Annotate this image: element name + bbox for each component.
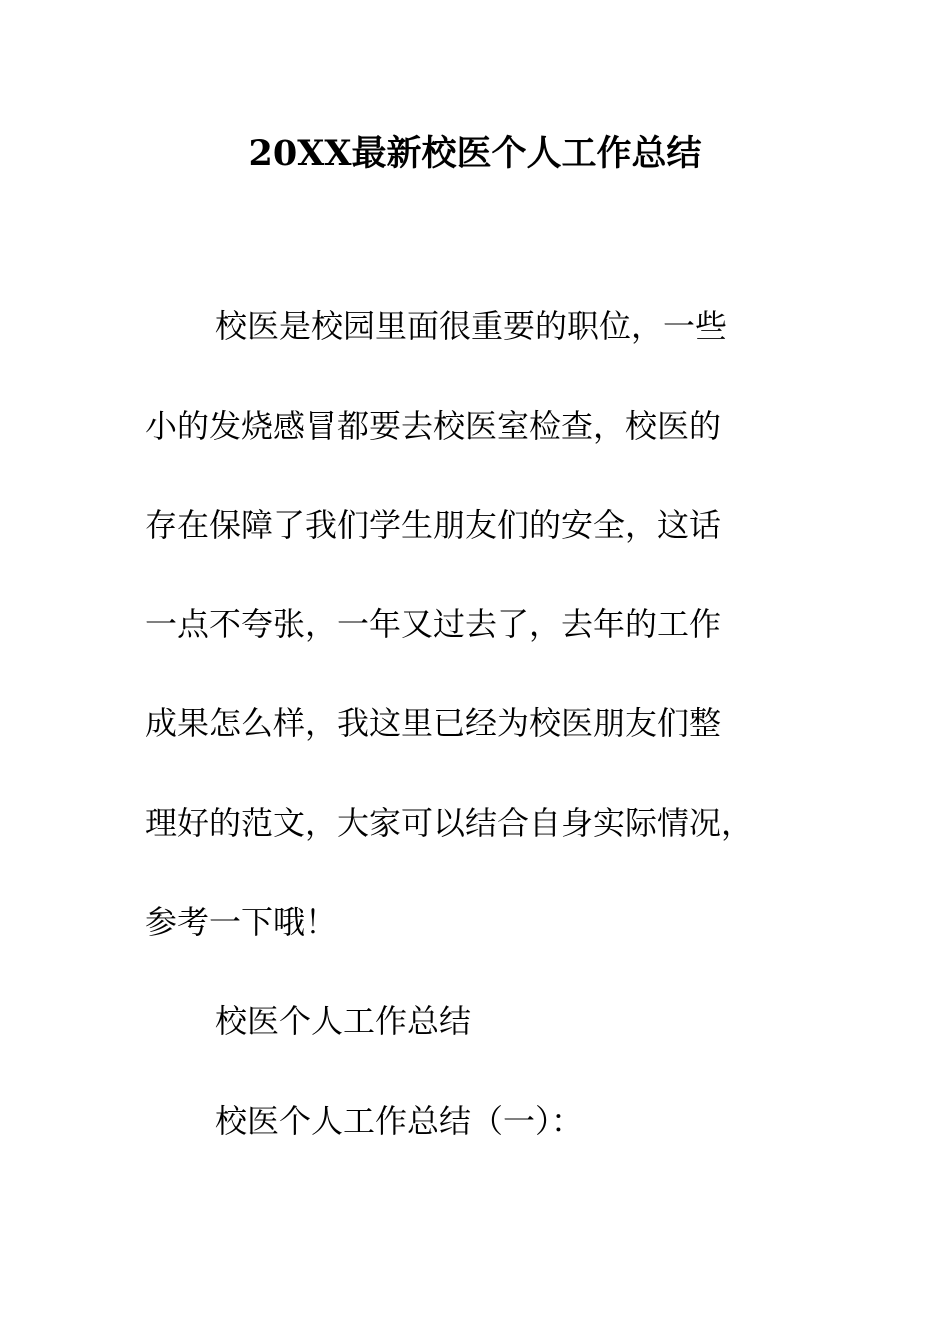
paragraph-line: 成果怎么样，我这里已经为校医朋友们整 (145, 704, 722, 742)
section-heading: 校医个人工作总结 (215, 1002, 472, 1040)
paragraph-line: 小的发烧感冒都要去校医室检查，校医的 (145, 407, 722, 445)
subsection-heading: 校医个人工作总结（一）： (215, 1102, 584, 1140)
paragraph-line: 存在保障了我们学生朋友们的安全，这话 (145, 506, 722, 544)
paragraph-line: 校医是校园里面很重要的职位，一些 (215, 307, 728, 345)
paragraph-line: 参考一下哦！ (145, 903, 338, 941)
paragraph-line: 理好的范文，大家可以结合自身实际情况， (145, 804, 754, 842)
paragraph-line: 一点不夸张，一年又过去了，去年的工作 (145, 605, 722, 643)
document-title: 20XX最新校医个人工作总结 (248, 133, 702, 174)
